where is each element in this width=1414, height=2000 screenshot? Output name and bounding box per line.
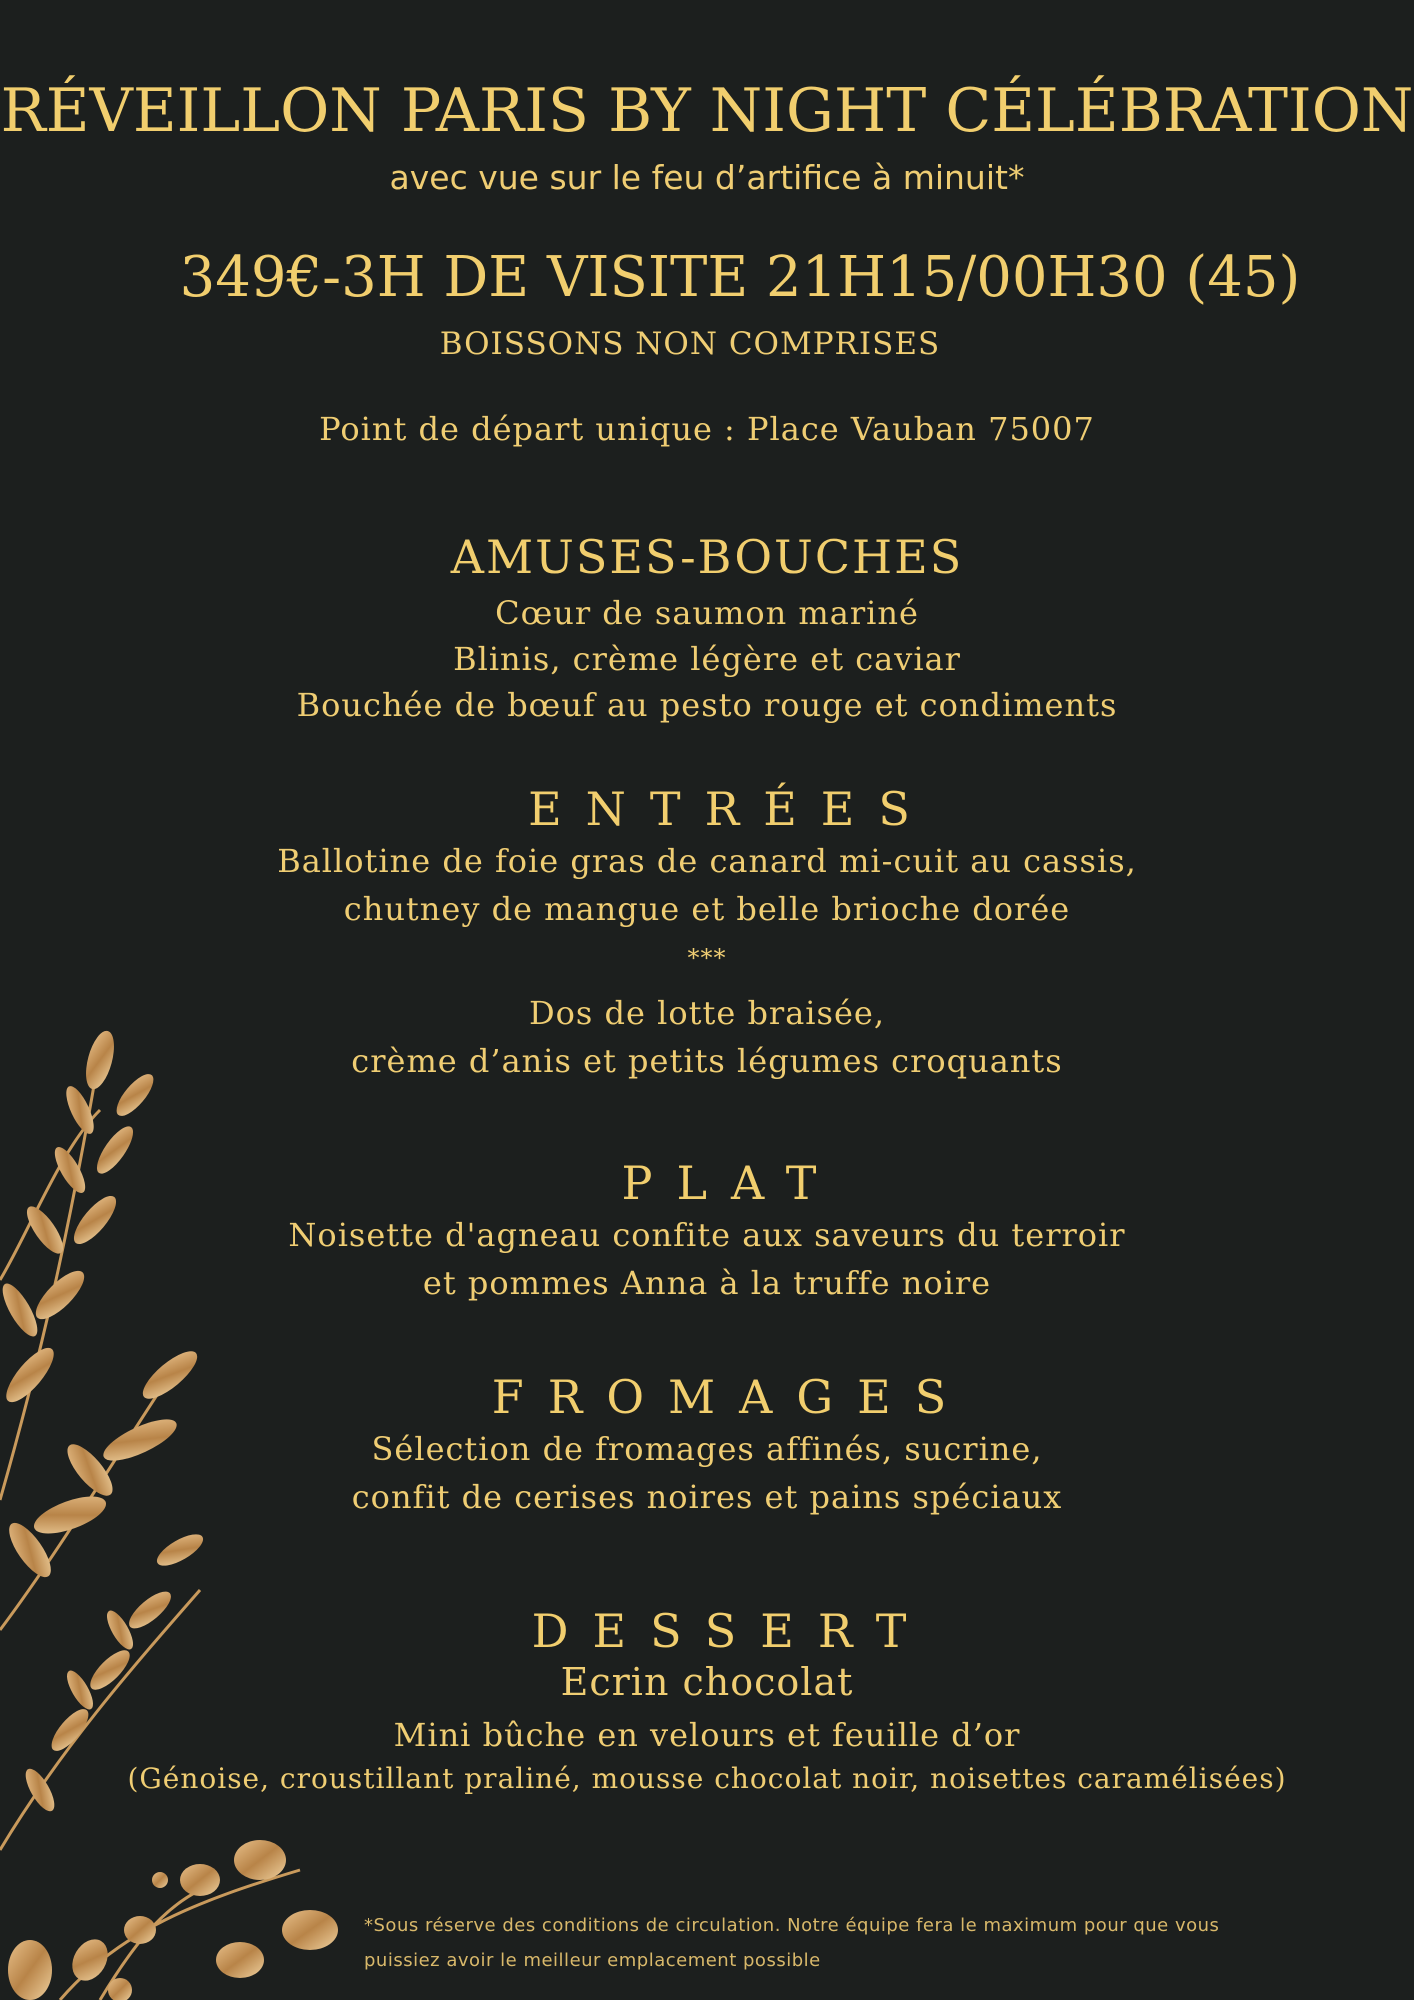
dessert-item: Ecrin chocolat	[560, 1660, 854, 1704]
dessert-item: Mini bûche en velours et feuille d’or	[393, 1716, 1021, 1754]
amuses-item: Bouchée de bœuf au pesto rouge et condiments	[296, 686, 1118, 724]
page-subtitle: avec vue sur le feu d’artifice à minuit*	[389, 158, 1025, 197]
plat-item: Noisette d'agneau confite aux saveurs du terroir	[288, 1216, 1126, 1254]
footnote-line: puissiez avoir le meilleur emplacement possible	[364, 1950, 821, 1971]
price-line: 349€-3H DE VISITE 21H15/00H30 (45)	[179, 245, 1301, 310]
entrees-item: Dos de lotte braisée,	[529, 994, 885, 1032]
amuses-item: Cœur de saumon mariné	[495, 594, 919, 632]
footnote-line: *Sous réserve des conditions de circulation. Notre équipe fera le maximum pour que vous	[364, 1915, 1220, 1936]
fromages-item: Sélection de fromages affinés, sucrine,	[371, 1430, 1043, 1468]
footnote	[364, 1908, 1294, 1978]
entrees-item: Ballotine de foie gras de canard mi-cuit au cassis,	[277, 842, 1137, 880]
plat-item: et pommes Anna à la truffe noire	[422, 1264, 992, 1302]
entrees-item: chutney de mangue et belle brioche dorée	[343, 890, 1071, 928]
page-title: RÉVEILLON PARIS BY NIGHT CÉLÉBRATION	[0, 76, 1414, 146]
section-title-amuses: AMUSES-BOUCHES	[450, 530, 964, 584]
meeting-point: Point de départ unique : Place Vauban 75007	[319, 410, 1095, 448]
amuses-item: Blinis, crème légère et caviar	[453, 640, 961, 678]
entrees-separator: ***	[687, 944, 727, 972]
section-title-fromages: FROMAGES	[491, 1370, 971, 1424]
section-title-entrees: ENTRÉES	[528, 782, 934, 836]
fromages-item: confit de cerises noires et pains spéciaux	[351, 1478, 1063, 1516]
section-title-plat: PLAT	[621, 1156, 841, 1210]
drinks-note: BOISSONS NON COMPRISES	[439, 326, 941, 362]
section-title-dessert: DESSERT	[531, 1604, 931, 1658]
entrees-item: crème d’anis et petits légumes croquants	[351, 1042, 1063, 1080]
dessert-item: (Génoise, croustillant praliné, mousse chocolat noir, noisettes caramélisées)	[127, 1762, 1287, 1795]
